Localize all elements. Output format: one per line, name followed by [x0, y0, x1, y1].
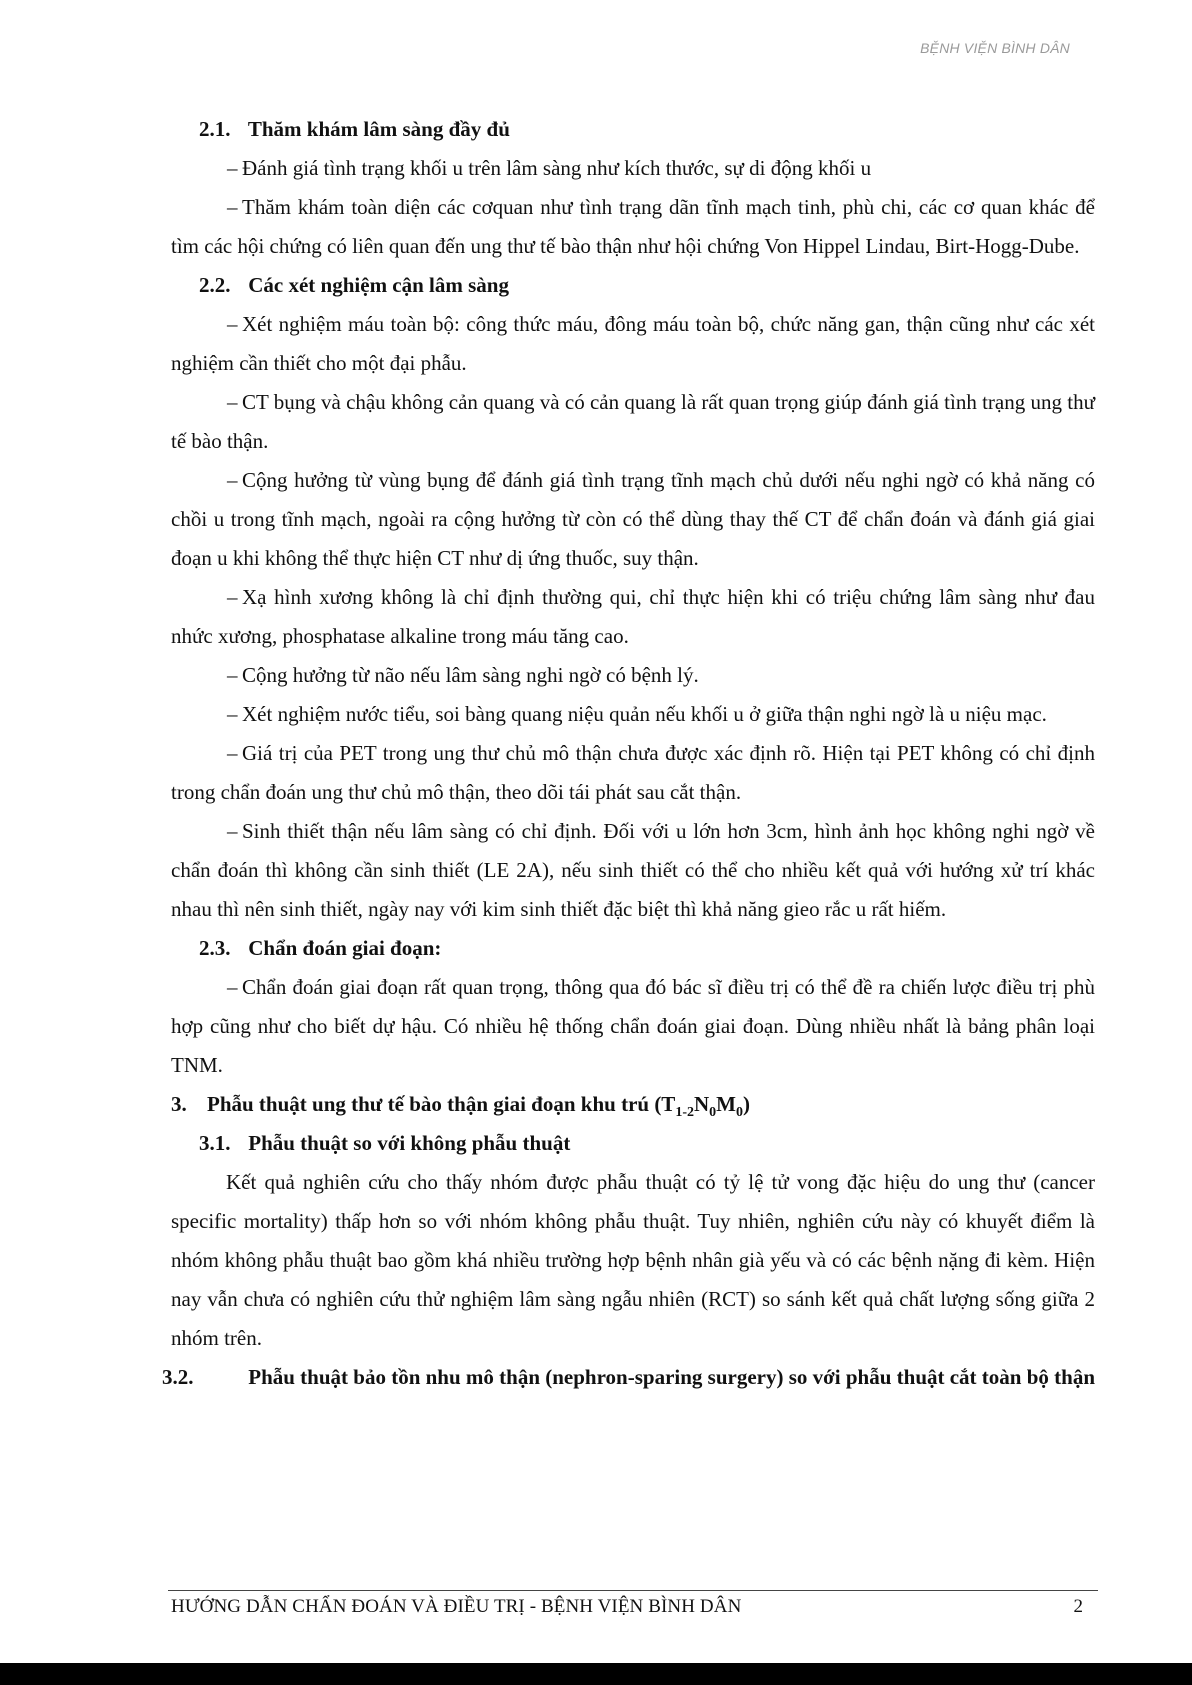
bullet-2-1-1: – Đánh giá tình trạng khối u trên lâm sàng như kích thước, sự di động khối u	[227, 156, 872, 180]
heading-3-2: 3.2. Phẫu thuật bảo tồn nhu mô thận (nephron-sparing surgery) so với phẫu thuật cắt toàn bộ thận	[162, 1365, 1096, 1389]
page-content	[162, 110, 1096, 1397]
footer-title: HƯỚNG DẪN CHẨN ĐOÁN VÀ ĐIỀU TRỊ - BỆNH VIỆN BÌNH DÂN	[171, 1596, 742, 1617]
heading-3: 3. Phẫu thuật ung thư tế bào thận giai đoạn khu trú $(T_{1-2}N_0M_0)$	[171, 1092, 750, 1121]
bullet-2-2-8: – Sinh thiết thận nếu lâm sàng có chỉ định. Đối với u lớn hơn 3cm, hình ảnh học không nghi ngờ về chẩn đoán thì không cần sinh thiết (LE 2A), nếu sinh thiết có thể cho nhiều kết quả với hướng xử trí khác nhau thì nên sinh thiết, ngày nay với kim sinh thiết đặc biệt thì khả năng gieo rắc u rất hiếm.	[171, 819, 1095, 921]
bullet-2-2-4: – Xạ hình xương không là chỉ định thường qui, chỉ thực hiện khi có triệu chứng lâm sàng như đau nhức xương, phosphatase alkaline trong máu tăng cao.	[171, 585, 1095, 648]
bottom-edge-bar	[0, 1663, 1192, 1685]
bullet-2-2-6: – Xét nghiệm nước tiểu, soi bàng quang niệu quản nếu khối u ở giữa thận nghi ngờ là u niệu mạc.	[227, 702, 1047, 726]
paragraph-3-1: Kết quả nghiên cứu cho thấy nhóm được phẫu thuật có tỷ lệ tử vong đặc hiệu do ung thư (cancer specific mortality) thấp hơn so với nhóm không phẫu thuật. Tuy nhiên, nghiên cứu này có khuyết điểm là nhóm không phẫu thuật bao gồm khá nhiều trường hợp bệnh nhân già yếu và có các bệnh nặng đi kèm. Hiện nay vẫn chưa có nghiên cứu thử nghiệm lâm sàng ngẫu nhiên (RCT) so sánh kết quả chất lượng sống giữa 2 nhóm trên.	[171, 1170, 1095, 1350]
bullet-2-2-1: – Xét nghiệm máu toàn bộ: công thức máu, đông máu toàn bộ, chức năng gan, thận cũng như các xét nghiệm cần thiết cho một đại phẫu.	[171, 312, 1095, 375]
bullet-2-2-5: – Cộng hưởng từ não nếu lâm sàng nghi ngờ có bệnh lý.	[227, 663, 699, 687]
bullet-2-2-7: – Giá trị của PET trong ung thư chủ mô thận chưa được xác định rõ. Hiện tại PET không có chỉ định trong chẩn đoán ung thư chủ mô thận, theo dõi tái phát sau cắt thận.	[171, 741, 1095, 804]
bullet-2-2-2: – CT bụng và chậu không cản quang và có cản quang là rất quan trọng giúp đánh giá tình trạng ung thư tế bào thận.	[171, 390, 1095, 453]
heading-3-1: 3.1. Phẫu thuật so với không phẫu thuật	[199, 1131, 571, 1155]
heading-2-1: 2.1. Thăm khám lâm sàng đầy đủ	[199, 117, 510, 141]
heading-2-3: 2.3. Chẩn đoán giai đoạn:	[199, 936, 442, 960]
page-number: 2	[1073, 1596, 1083, 1617]
bullet-2-1-2: – Thăm khám toàn diện các cơquan như tình trạng dãn tĩnh mạch tinh, phù chi, các cơ quan khác để tìm các hội chứng có liên quan đến ung thư tế bào thận như hội chứng Von Hippel Lindau, Birt-Hogg-Dube.	[171, 195, 1095, 258]
bullet-2-2-3: – Cộng hưởng từ vùng bụng để đánh giá tình trạng tĩnh mạch chủ dưới nếu nghi ngờ có khả năng có chồi u trong tĩnh mạch, ngoài ra cộng hưởng từ còn có thể dùng thay thế CT để chẩn đoán và đánh giá giai đoạn u khi không thể thực hiện CT như dị ứng thuốc, suy thận.	[171, 468, 1095, 570]
heading-2-2: 2.2. Các xét nghiệm cận lâm sàng	[199, 273, 509, 297]
footer-divider	[168, 1590, 1098, 1591]
running-header: BỆNH VIỆN BÌNH DÂN	[920, 40, 1070, 56]
bullet-2-3-1: – Chẩn đoán giai đoạn rất quan trọng, thông qua đó bác sĩ điều trị có thể đề ra chiến lược điều trị phù hợp cũng như cho biết dự hậu. Có nhiều hệ thống chẩn đoán giai đoạn. Dùng nhiều nhất là bảng phân loại TNM.	[171, 975, 1095, 1077]
